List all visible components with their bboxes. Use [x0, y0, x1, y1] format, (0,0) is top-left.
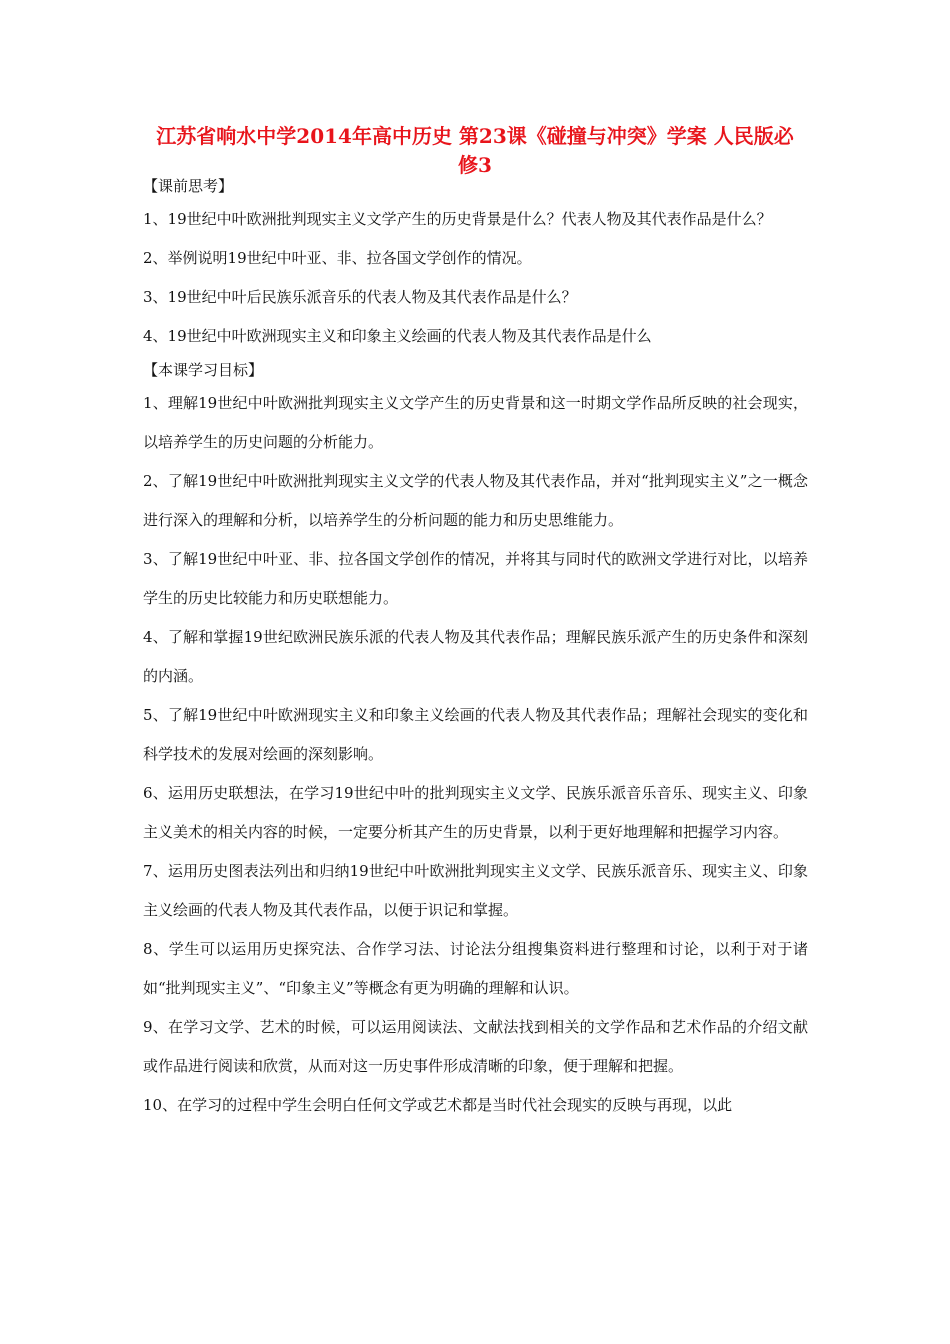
document-title: 江苏省响水中学2014年高中历史 第23课《碰撞与冲突》学案 人民版必修3 — [156, 124, 794, 177]
learning-objective-1: 1、理解19世纪中叶欧洲批判现实主义文学产生的历史背景和这一时期文学作品所反映的社会现实，以培养学生的历史问题的分析能力。 — [143, 394, 808, 451]
thinking-question-1: 1、19世纪中叶欧洲批判现实主义文学产生的历史背景是什么？代表人物及其代表作品是什么？ — [143, 210, 772, 228]
learning-objective-7: 7、运用历史图表法列出和归纳19世纪中叶欧洲批判现实主义文学、民族乐派音乐、现实主义、印象主义绘画的代表人物及其代表作品，以便于识记和掌握。 — [143, 862, 808, 919]
thinking-question-2: 2、举例说明19世纪中叶亚、非、拉各国文学创作的情况。 — [143, 249, 532, 267]
learning-objective-9: 9、在学习文学、艺术的时候，可以运用阅读法、文献法找到相关的文学作品和艺术作品的介绍文献或作品进行阅读和欣赏，从而对这一历史事件形成清晰的印象，便于理解和把握。 — [143, 1018, 808, 1075]
learning-objective-3: 3、了解19世纪中叶亚、非、拉各国文学创作的情况，并将其与同时代的欧洲文学进行对比，以培养学生的历史比较能力和历史联想能力。 — [143, 550, 808, 607]
thinking-question-3: 3、19世纪中叶后民族乐派音乐的代表人物及其代表作品是什么？ — [143, 288, 577, 306]
section-heading-pre-class-thinking: 【课前思考】 — [143, 177, 234, 195]
learning-objective-8: 8、学生可以运用历史探究法、合作学习法、讨论法分组搜集资料进行整理和讨论，以利于对于诸如“批判现实主义”、“印象主义”等概念有更为明确的理解和认识。 — [143, 940, 808, 997]
section-heading-learning-objectives: 【本课学习目标】 — [143, 361, 264, 379]
learning-objective-2: 2、了解19世纪中叶欧洲批判现实主义文学的代表人物及其代表作品，并对“批判现实主义”之一概念进行深入的理解和分析，以培养学生的分析问题的能力和历史思维能力。 — [143, 472, 808, 529]
learning-objective-4: 4、了解和掌握19世纪欧洲民族乐派的代表人物及其代表作品；理解民族乐派产生的历史条件和深刻的内涵。 — [143, 628, 808, 685]
learning-objective-6: 6、运用历史联想法，在学习19世纪中叶的批判现实主义文学、民族乐派音乐音乐、现实主义、印象主义美术的相关内容的时候，一定要分析其产生的历史背景，以利于更好地理解和把握学习内容。 — [143, 784, 808, 841]
thinking-question-4: 4、19世纪中叶欧洲现实主义和印象主义绘画的代表人物及其代表作品是什么 — [143, 327, 652, 345]
learning-objective-10: 10、在学习的过程中学生会明白任何文学或艺术都是当时代社会现实的反映与再现，以此 — [143, 1096, 733, 1114]
learning-objective-5: 5、了解19世纪中叶欧洲现实主义和印象主义绘画的代表人物及其代表作品；理解社会现实的变化和科学技术的发展对绘画的深刻影响。 — [143, 706, 808, 763]
document-body — [143, 176, 808, 1125]
